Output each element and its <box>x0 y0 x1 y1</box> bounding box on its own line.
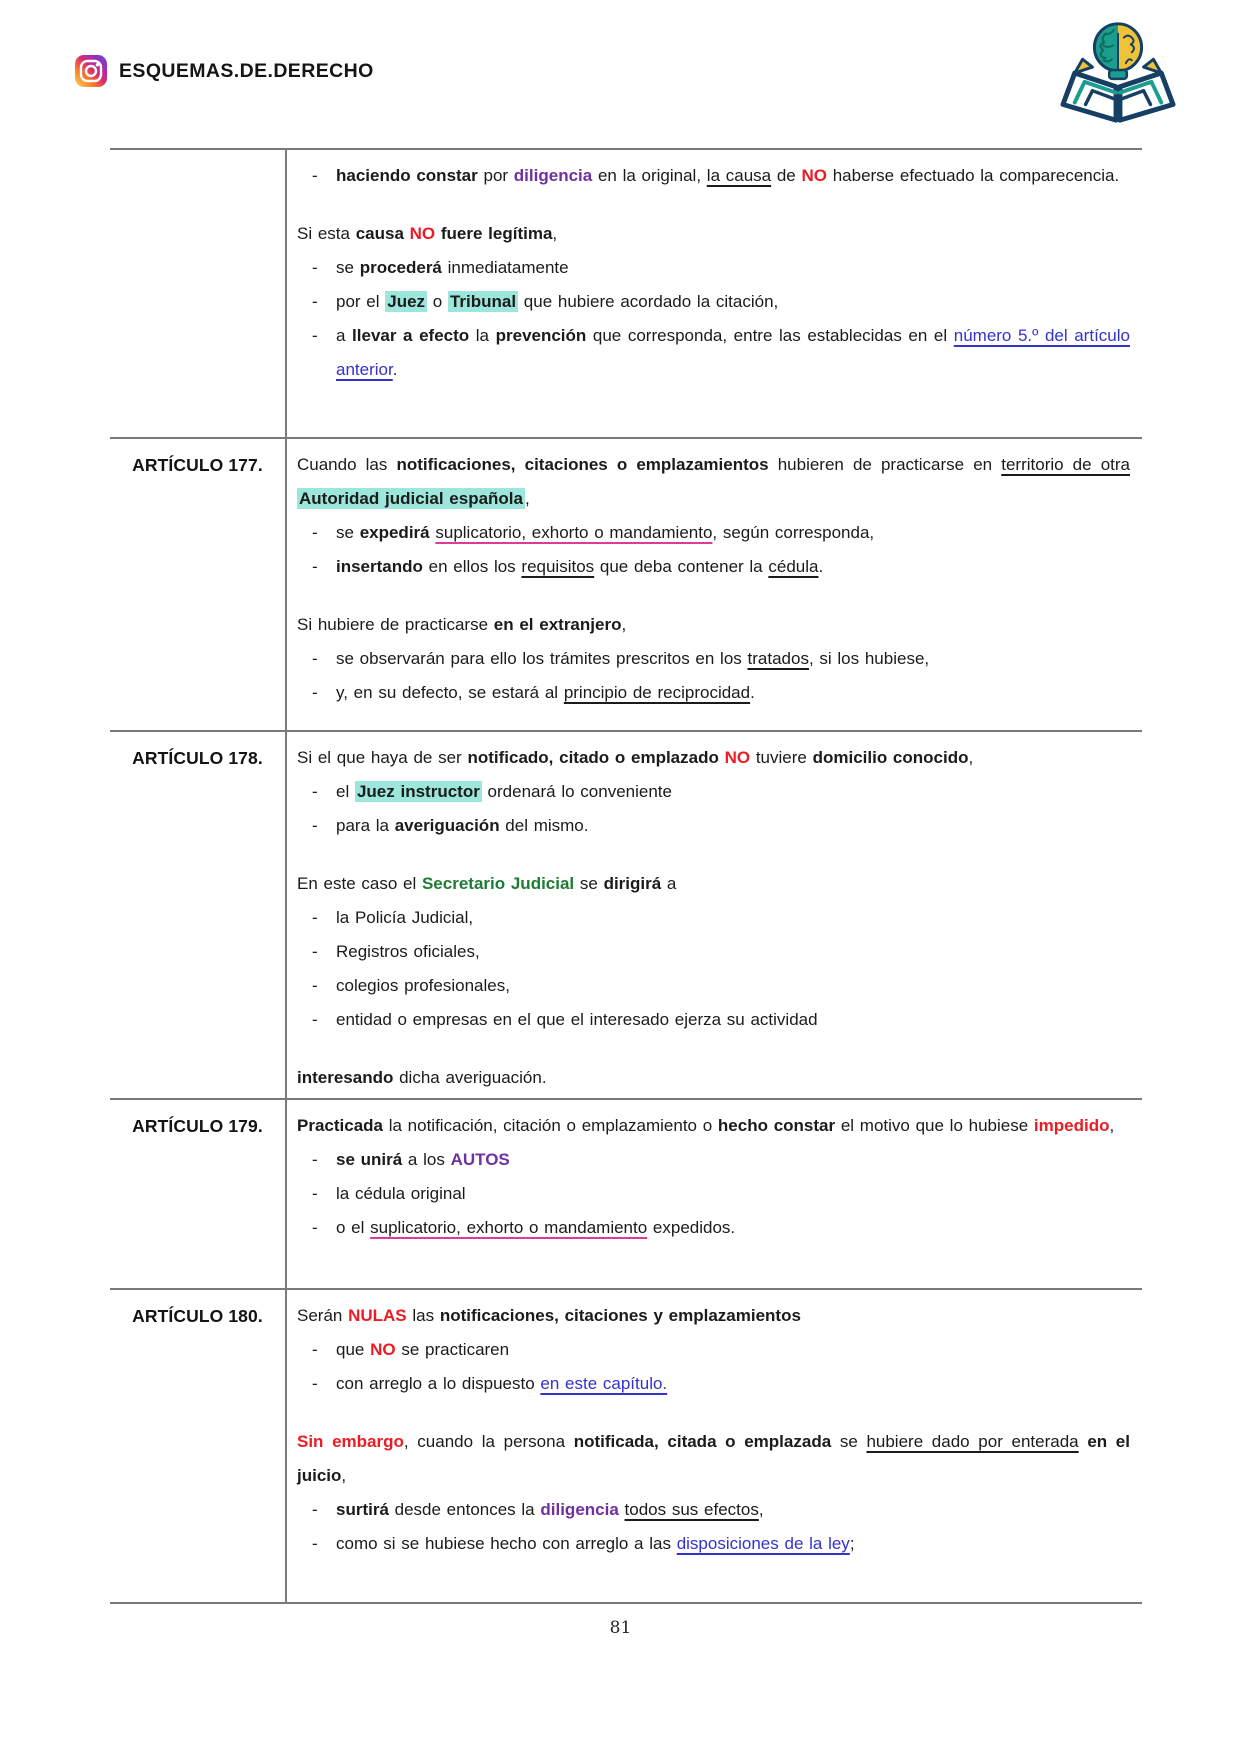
bullet-text <box>336 258 569 277</box>
bullet-text <box>336 976 510 995</box>
bullet-text <box>336 1184 466 1203</box>
text-run <box>1079 1432 1088 1451</box>
text-run: tuviere <box>750 748 813 767</box>
text-run: entidad o empresas en el que el interesado ejerza su actividad <box>336 1010 818 1029</box>
text-run: diligencia <box>513 166 593 185</box>
text-run: que corresponda, entre las establecidas en el <box>586 326 954 345</box>
spacer <box>297 584 1130 608</box>
paragraph <box>297 608 1130 642</box>
bullet-text <box>336 1218 735 1237</box>
bullet-dash-icon: - <box>312 1340 318 1359</box>
text-run: notificaciones, citaciones o emplazamientos <box>396 455 769 474</box>
text-run: territorio de otra <box>1001 455 1130 474</box>
text-run: como si se hubiese hecho con arreglo a las <box>336 1534 677 1553</box>
text-run: . <box>750 683 755 702</box>
text-run: que <box>336 1340 371 1359</box>
bullet-item <box>297 1177 1130 1211</box>
text-run: en la original, <box>592 166 707 185</box>
text-run: impedido <box>1033 1116 1110 1135</box>
bullet-item <box>297 1333 1130 1367</box>
brand <box>74 54 374 88</box>
bullet-text <box>336 1374 667 1393</box>
text-run: interesando <box>297 1068 394 1087</box>
bullet-item <box>297 1211 1130 1245</box>
bullet-dash-icon: - <box>312 557 318 576</box>
paragraph <box>297 1109 1130 1143</box>
articles-table <box>110 148 1142 1604</box>
text-run: requisitos <box>521 557 595 576</box>
spacer <box>297 193 1130 217</box>
text-run: NO <box>409 224 436 243</box>
page-number: 81 <box>609 1618 632 1638</box>
text-run: Si hubiere de practicarse <box>297 615 494 634</box>
article-label: ARTÍCULO 178. <box>110 732 287 1098</box>
table-row <box>110 1288 1142 1602</box>
bullet-text <box>336 291 778 312</box>
text-run: la notificación, citación o emplazamiento o <box>383 1116 718 1135</box>
text-run: por <box>477 166 514 185</box>
text-run: diligencia <box>540 1500 619 1519</box>
bullet-item <box>297 1003 1130 1037</box>
bullet-dash-icon: - <box>312 1184 318 1203</box>
text-run: suplicatorio, exhorto o mandamiento <box>435 523 713 542</box>
text-run: en el extranjero <box>493 615 622 634</box>
spacer <box>297 843 1130 867</box>
text-run: NO <box>801 166 827 185</box>
article-content <box>287 1290 1142 1602</box>
text-run: a los <box>402 1150 451 1169</box>
text-run: , <box>524 489 530 508</box>
bullet-dash-icon: - <box>312 649 318 668</box>
text-run: se observarán para ello los trámites prescritos en los <box>336 649 748 668</box>
text-run: , <box>758 1500 764 1519</box>
paragraph <box>297 1061 1130 1095</box>
bullet-text <box>336 649 929 668</box>
text-run: en ellos los <box>422 557 522 576</box>
bullet-text <box>336 942 480 961</box>
bullet-item <box>297 676 1130 710</box>
text-run: ordenará lo conveniente <box>481 782 672 801</box>
text-run: se <box>831 1432 867 1451</box>
bullet-text <box>336 908 473 927</box>
text-run: principio de reciprocidad <box>563 683 751 702</box>
bullet-dash-icon: - <box>312 523 318 542</box>
cross-reference-link[interactable]: disposiciones de la ley <box>676 1534 850 1553</box>
bullet-text <box>336 1340 509 1359</box>
bullet-dash-icon: - <box>312 1374 318 1393</box>
text-run: el <box>336 782 355 801</box>
bullet-dash-icon: - <box>312 292 318 311</box>
text-run: , cuando la persona <box>403 1432 574 1451</box>
text-run: con arreglo a lo dispuesto <box>336 1374 541 1393</box>
text-run: Juez <box>387 292 426 311</box>
text-run: tratados <box>747 649 809 668</box>
text-run: procederá <box>359 258 442 277</box>
bullet-dash-icon: - <box>312 166 318 185</box>
bullet-item <box>297 642 1130 676</box>
text-run: , si los hubiese, <box>808 649 930 668</box>
bullet-dash-icon: - <box>312 976 318 995</box>
text-run: expedirá <box>359 523 430 542</box>
cross-reference-link[interactable]: en este capítulo. <box>540 1374 668 1393</box>
bullet-item <box>297 251 1130 285</box>
article-content <box>287 150 1142 437</box>
bullet-dash-icon: - <box>312 782 318 801</box>
bullet-dash-icon: - <box>312 816 318 835</box>
article-label: ARTÍCULO 177. <box>110 439 287 730</box>
bullet-text <box>336 1010 818 1029</box>
article-label <box>110 150 287 437</box>
text-run: a <box>661 874 677 893</box>
bullet-text <box>336 1150 510 1169</box>
text-run: hubiere dado por enterada <box>866 1432 1079 1451</box>
text-run: para la <box>336 816 395 835</box>
text-run: En este caso el <box>297 874 422 893</box>
text-run: se practicaren <box>395 1340 510 1359</box>
text-run: las <box>406 1306 440 1325</box>
text-run: de <box>771 166 802 185</box>
text-run: colegios profesionales, <box>336 976 510 995</box>
bullet-item <box>297 969 1130 1003</box>
text-run: , <box>621 615 627 634</box>
text-run: que hubiere acordado la citación, <box>518 292 779 311</box>
bullet-item <box>297 285 1130 319</box>
text-run: hecho constar <box>717 1116 836 1135</box>
text-run: dirigirá <box>603 874 662 893</box>
bullet-item <box>297 516 1130 550</box>
text-run: Tribunal <box>449 292 517 311</box>
text-run: la cédula original <box>336 1184 466 1203</box>
bullet-item <box>297 1143 1130 1177</box>
text-run: notificaciones, citaciones y emplazamientos <box>439 1306 801 1325</box>
text-run: cédula <box>768 557 819 576</box>
article-label: ARTÍCULO 179. <box>110 1100 287 1288</box>
bullet-dash-icon: - <box>312 1534 318 1553</box>
bullet-item <box>297 1527 1130 1561</box>
paragraph <box>297 1299 1130 1333</box>
bullet-text <box>336 781 672 802</box>
bullet-item <box>297 159 1130 193</box>
text-run: Si el que haya de ser <box>297 748 468 767</box>
text-run: . <box>818 557 824 576</box>
bullet-item <box>297 935 1130 969</box>
text-run: , <box>1109 1116 1115 1135</box>
cross-reference-link[interactable]: número 5.º del artículo anterior <box>336 326 1130 379</box>
brain-book-logo <box>1059 12 1177 132</box>
table-row <box>110 1098 1142 1288</box>
paragraph <box>297 448 1130 516</box>
bullet-text <box>336 816 589 835</box>
text-run: Secretario Judicial <box>421 874 575 893</box>
bullet-dash-icon: - <box>312 1010 318 1029</box>
bullet-text <box>336 1534 855 1553</box>
page-footer <box>0 1618 1241 1638</box>
text-run: Practicada <box>297 1116 383 1135</box>
paragraph <box>297 217 1130 251</box>
bullet-dash-icon: - <box>312 683 318 702</box>
text-run: haberse efectuado la comparecencia. <box>826 166 1120 185</box>
text-run: AUTOS <box>450 1150 510 1169</box>
bullet-text <box>336 523 874 542</box>
text-run: Si esta <box>297 224 356 243</box>
text-run: NULAS <box>348 1306 407 1325</box>
bullet-text <box>336 1500 764 1519</box>
text-run: NO <box>370 1340 396 1359</box>
bullet-dash-icon: - <box>312 1500 318 1519</box>
text-run: llevar a efecto <box>352 326 470 345</box>
text-run: Autoridad judicial española <box>299 489 523 508</box>
bullet-text <box>336 683 755 702</box>
text-run: ; <box>849 1534 855 1553</box>
bullet-item <box>297 550 1130 584</box>
text-run: Juez instructor <box>356 782 480 801</box>
bullet-text <box>336 326 1130 379</box>
bullet-item <box>297 319 1130 387</box>
text-run: la causa <box>706 166 772 185</box>
article-content <box>287 439 1142 730</box>
text-run: , <box>341 1466 347 1485</box>
paragraph <box>297 867 1130 901</box>
text-run: , <box>968 748 974 767</box>
text-run: haciendo constar <box>336 166 478 185</box>
text-run: que deba contener la <box>594 557 769 576</box>
paragraph <box>297 1425 1130 1493</box>
spacer <box>297 1401 1130 1425</box>
text-run: se <box>336 258 360 277</box>
text-run: prevención <box>495 326 587 345</box>
bullet-dash-icon: - <box>312 908 318 927</box>
text-run: surtirá <box>336 1500 389 1519</box>
article-content <box>287 1100 1142 1288</box>
bullet-dash-icon: - <box>312 258 318 277</box>
text-run: notificada, citada o emplazada <box>573 1432 832 1451</box>
text-run: hubieren de practicarse en <box>768 455 1002 474</box>
table-row <box>110 730 1142 1098</box>
bullet-item <box>297 775 1130 809</box>
text-run: averiguación <box>394 816 500 835</box>
text-run: la Policía Judicial, <box>336 908 474 927</box>
text-run: en el juicio <box>297 1432 1130 1485</box>
text-run: fuere legítima <box>435 224 553 243</box>
text-run: o el <box>336 1218 371 1237</box>
text-run: del mismo. <box>499 816 589 835</box>
text-run: expedidos. <box>647 1218 736 1237</box>
text-run: se unirá <box>336 1150 403 1169</box>
text-run: insertando <box>336 557 423 576</box>
brand-name: ESQUEMAS.DE.DERECHO <box>119 59 374 82</box>
text-run: notificado, citado o emplazado <box>467 748 719 767</box>
text-run: Registros oficiales, <box>336 942 480 961</box>
text-run: domicilio conocido <box>812 748 969 767</box>
text-run: Serán <box>297 1306 349 1325</box>
text-run: o <box>427 292 448 311</box>
bullet-item <box>297 1367 1130 1401</box>
text-run: todos sus efectos <box>624 1500 759 1519</box>
bullet-dash-icon: - <box>312 1218 318 1237</box>
text-run: . <box>392 360 398 379</box>
text-run: a <box>336 326 353 345</box>
text-run: y, en su defecto, se estará al <box>336 683 564 702</box>
text-run: NO <box>724 748 751 767</box>
spacer <box>297 1037 1130 1061</box>
bullet-item <box>297 1493 1130 1527</box>
bullet-dash-icon: - <box>312 942 318 961</box>
text-run: , según corresponda, <box>712 523 875 542</box>
text-run: suplicatorio, exhorto o mandamiento <box>370 1218 648 1237</box>
text-run: desde entonces la <box>388 1500 541 1519</box>
bullet-dash-icon: - <box>312 326 318 345</box>
table-row <box>110 437 1142 730</box>
text-run: se <box>574 874 604 893</box>
table-row <box>110 148 1142 437</box>
text-run: por el <box>336 292 386 311</box>
bullet-item <box>297 809 1130 843</box>
text-run: Sin embargo <box>297 1432 404 1451</box>
bullet-dash-icon: - <box>312 1150 318 1169</box>
bullet-text <box>336 166 1119 185</box>
article-content <box>287 732 1142 1098</box>
text-run: , <box>552 224 558 243</box>
text-run: se <box>336 523 360 542</box>
text-run: el motivo que lo hubiese <box>835 1116 1034 1135</box>
bullet-text <box>336 557 823 576</box>
instagram-icon <box>74 54 108 88</box>
text-run: causa <box>355 224 410 243</box>
text-run: inmediatamente <box>441 258 569 277</box>
paragraph <box>297 741 1130 775</box>
text-run: la <box>469 326 496 345</box>
text-run: dicha averiguación. <box>393 1068 547 1087</box>
article-label: ARTÍCULO 180. <box>110 1290 287 1602</box>
bullet-item <box>297 901 1130 935</box>
text-run: Cuando las <box>297 455 397 474</box>
